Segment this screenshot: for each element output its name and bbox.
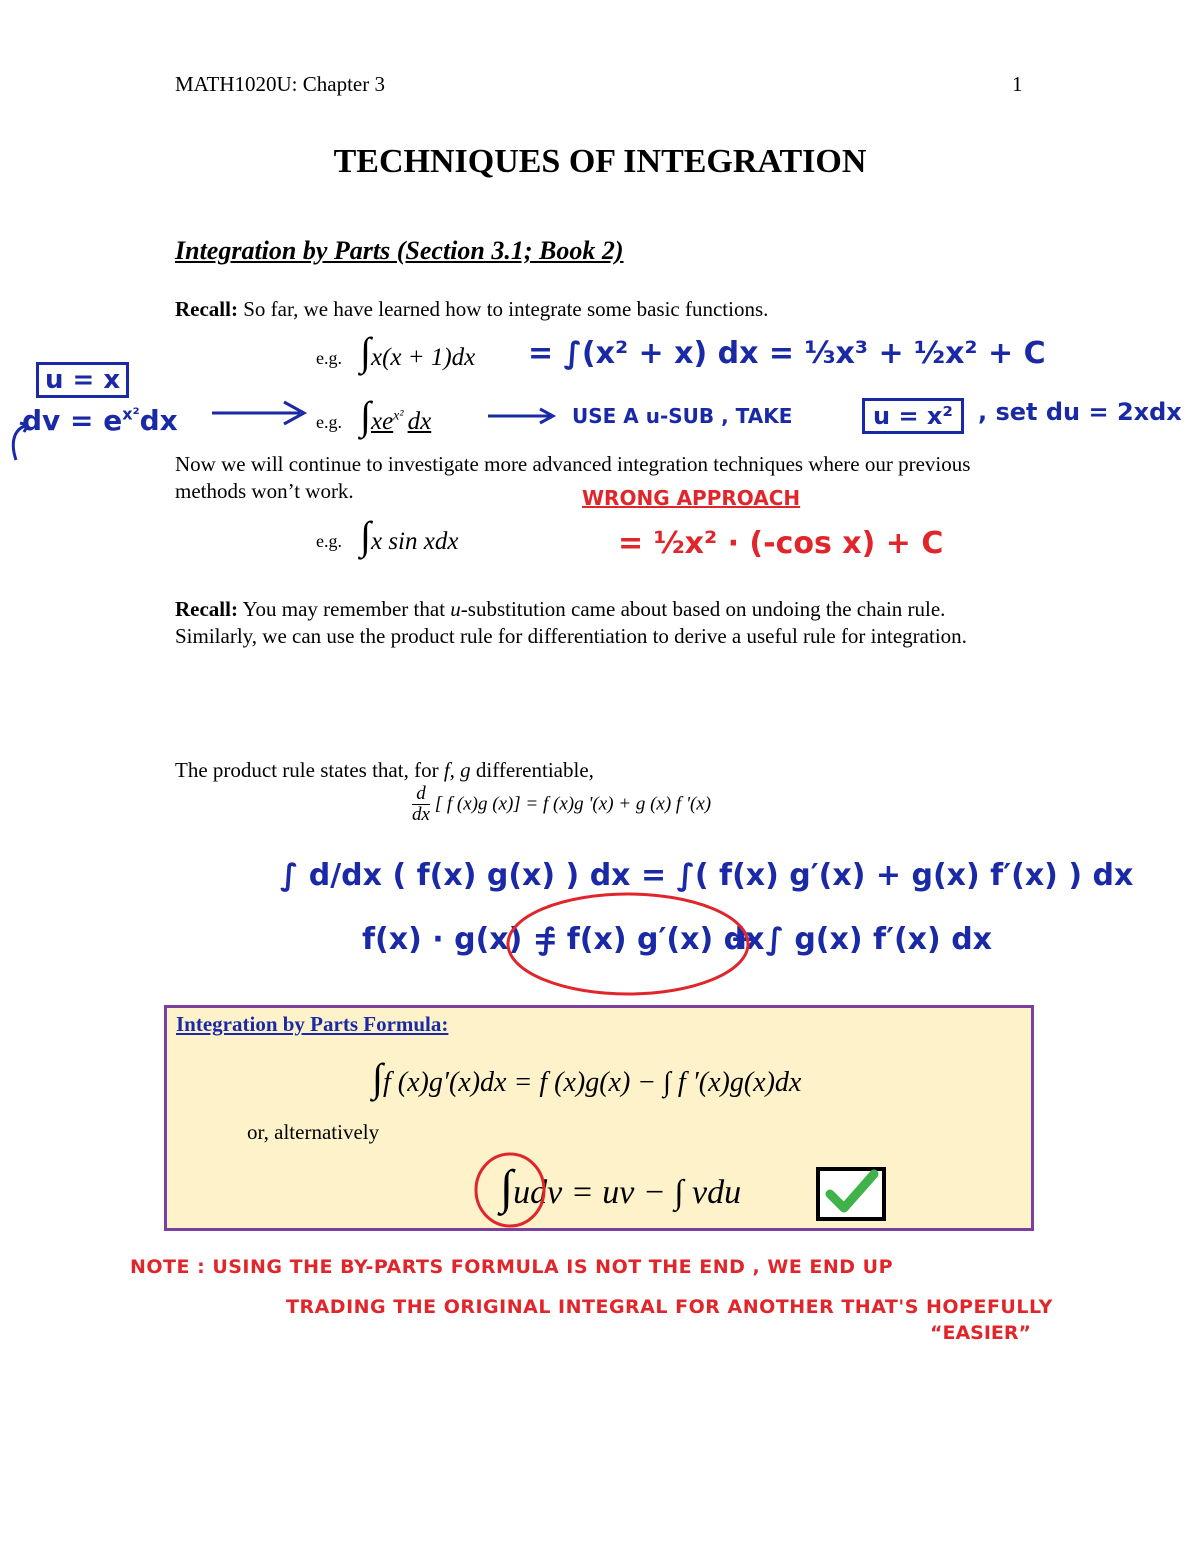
by-parts-formula <box>372 1055 802 1100</box>
handwritten-dv-text: dv = e <box>22 404 123 437</box>
handwritten-integral-derivation-2b: ∫ f(x) g′(x) dx <box>538 922 765 957</box>
by-parts-formula-short-text: udv = uv − ∫ vdu <box>513 1174 742 1211</box>
handwritten-wrong-work: = ½x² · (-cos x) + C <box>618 526 944 561</box>
example-3-expr: x sin xdx <box>370 528 459 555</box>
by-parts-formula-text: f (x)g′(x)dx = f (x)g(x) − ∫ f ′(x)g(x)dx <box>382 1067 802 1098</box>
handwritten-u-box: u = x² <box>862 398 964 434</box>
example-2-dx: dx <box>407 408 432 435</box>
handwritten-integral-derivation-2a: f(x) · g(x) = <box>362 922 558 957</box>
eg-label: e.g. <box>316 348 342 368</box>
eg-label: e.g. <box>316 531 342 551</box>
product-rule-rhs: [ f (x)g (x)] = f (x)g '(x) + g (x) f '(x) <box>434 793 712 815</box>
derivative-dx: dx <box>412 804 430 825</box>
example-2-exponent: x² <box>393 408 404 424</box>
formula-box-title: Integration by Parts Formula: <box>176 1012 449 1036</box>
checkmark-icon <box>820 1166 882 1218</box>
integral-sign: ∫ <box>360 513 371 558</box>
recall-paragraph-1 <box>175 296 768 323</box>
u-variable: u <box>450 597 461 621</box>
handwritten-note-line-2: TRADING THE ORIGINAL INTEGRAL FOR ANOTHER THAT'S HOPEFULLY <box>286 1296 1053 1318</box>
handwritten-note-line-1: NOTE : USING THE BY-PARTS FORMULA IS NOT THE END , WE END UP <box>130 1256 894 1278</box>
integral-sign: ∫ <box>360 329 371 374</box>
product-text-fg: f, g <box>443 758 471 782</box>
handwritten-use-usub: USE A u-SUB , TAKE <box>572 404 793 428</box>
product-rule-intro <box>175 757 594 784</box>
derivative-d: d <box>412 784 430 805</box>
handwritten-integral-derivation-1: ∫ d/dx ( f(x) g(x) ) dx = ∫( f(x) g′(x) + g(x) f′(x) ) dx <box>280 858 1134 893</box>
handwritten-dv-exp: x² <box>122 404 140 424</box>
product-text-a: The product rule states that, for <box>175 758 444 782</box>
handwritten-wrong-approach: WRONG APPROACH <box>582 486 801 510</box>
red-circle-annotation-small <box>470 1148 550 1232</box>
recall-text-b: -substitution came about based on undoing the chain rule. Similarly, we can use the product rule for differentiation to derive a useful rule for integration. <box>175 597 967 648</box>
recall-text: So far, we have learned how to integrate some basic functions. <box>237 297 769 321</box>
eg-label: e.g. <box>316 412 342 432</box>
integral-sign: ∫ <box>360 393 371 438</box>
product-text-b: differentiable, <box>470 758 594 782</box>
advanced-techniques-paragraph: Now we will continue to investigate more advanced integration techniques where our previous methods won’t work. <box>175 452 971 503</box>
integral-sign: ∫ <box>372 1055 383 1100</box>
integral-sign: ∫ <box>500 1161 514 1214</box>
page-number: 1 <box>1012 72 1023 96</box>
recall-paragraph-2 <box>175 596 1015 650</box>
header-course: MATH1020U: Chapter 3 <box>175 72 385 96</box>
handwritten-ex1-work: = ∫(x² + x) dx = ⅓x³ + ½x² + C <box>528 336 1046 371</box>
handwritten-set-du: , set du = 2xdx <box>978 398 1182 426</box>
example-1-expr: x(x + 1)dx <box>370 344 476 371</box>
handwritten-integral-derivation-2c: + ∫ g(x) f′(x) dx <box>730 922 993 957</box>
page-title: TECHNIQUES OF INTEGRATION <box>333 143 867 180</box>
recall-label: Recall: <box>175 297 238 321</box>
example-2-base: xe <box>370 408 394 435</box>
red-circle-annotation <box>500 888 760 1002</box>
example-3 <box>360 513 459 558</box>
handwritten-note-line-3: “EASIER” <box>930 1322 1032 1344</box>
or-alternatively: or, alternatively <box>247 1120 380 1144</box>
recall-label: Recall: <box>175 597 238 621</box>
section-heading: Integration by Parts (Section 3.1; Book 2) <box>175 236 624 265</box>
handwritten-dv-dx: dx <box>139 404 178 437</box>
handwritten-u-eq-x: u = x <box>36 362 129 398</box>
product-rule-equation <box>412 784 711 825</box>
recall-text-a: You may remember that <box>237 597 451 621</box>
